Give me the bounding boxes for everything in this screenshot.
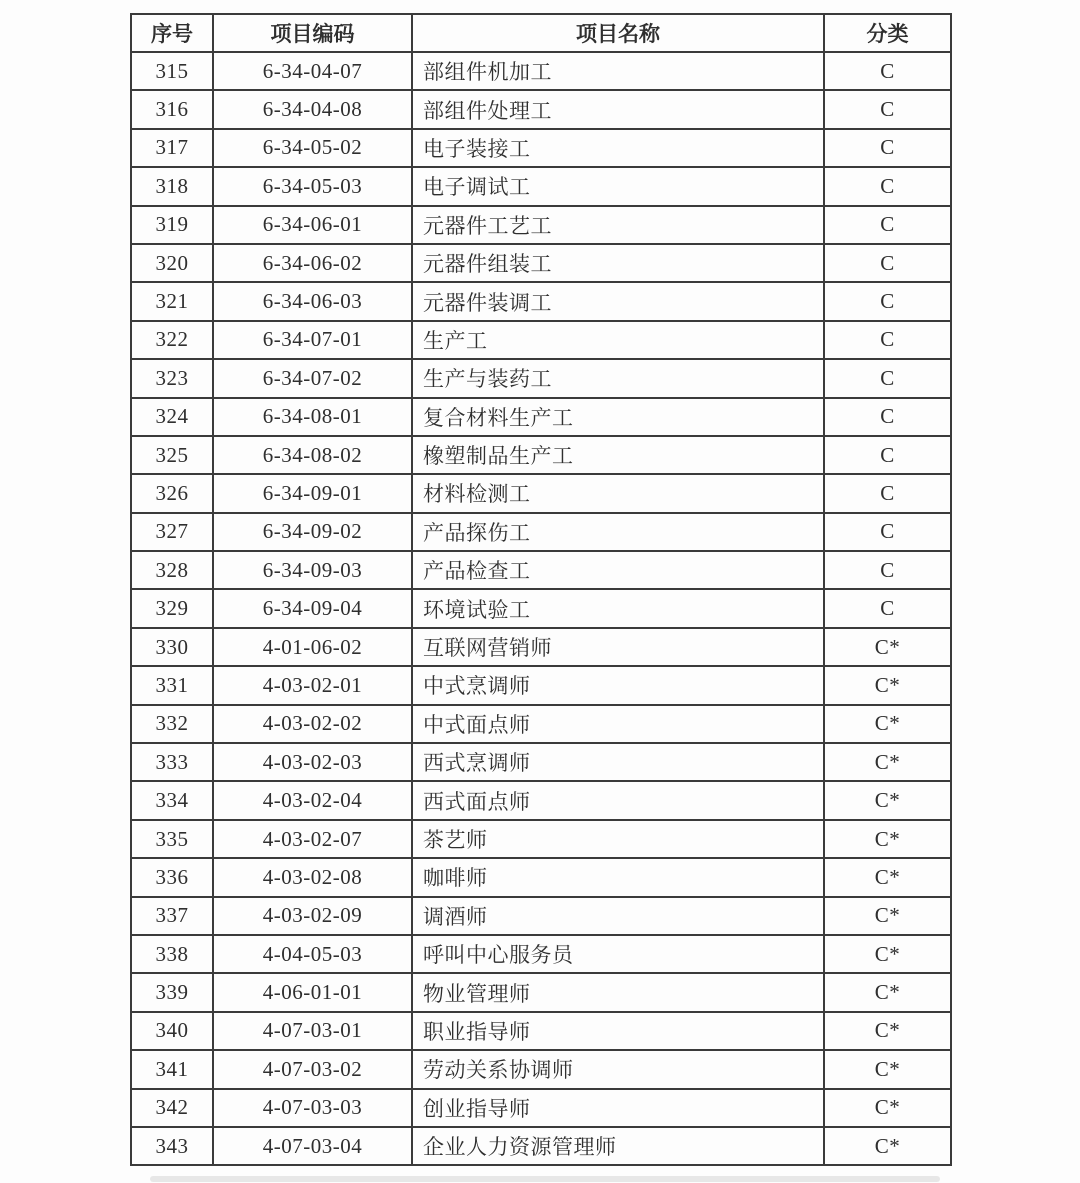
serial-cell: 335 <box>131 820 213 858</box>
serial-cell: 331 <box>131 666 213 704</box>
occupation-table <box>130 13 952 1166</box>
category-cell: C <box>824 129 951 167</box>
serial-cell: 342 <box>131 1089 213 1127</box>
category-cell: C <box>824 206 951 244</box>
category-cell: C <box>824 52 951 90</box>
category-cell: C <box>824 321 951 359</box>
table-body <box>131 52 951 1165</box>
category-cell: C* <box>824 666 951 704</box>
code-cell: 4-03-02-01 <box>213 666 412 704</box>
table-row <box>131 436 951 474</box>
serial-cell: 336 <box>131 858 213 896</box>
table-row <box>131 244 951 282</box>
table-row <box>131 90 951 128</box>
name-cell: 部组件处理工 <box>412 90 824 128</box>
table-row <box>131 935 951 973</box>
category-cell: C* <box>824 935 951 973</box>
code-cell: 4-03-02-03 <box>213 743 412 781</box>
name-cell: 中式烹调师 <box>412 666 824 704</box>
name-cell: 电子装接工 <box>412 129 824 167</box>
category-cell: C* <box>824 1050 951 1088</box>
serial-cell: 338 <box>131 935 213 973</box>
code-cell: 4-03-02-02 <box>213 705 412 743</box>
category-cell: C <box>824 398 951 436</box>
serial-cell: 329 <box>131 589 213 627</box>
category-cell: C <box>824 167 951 205</box>
code-cell: 6-34-06-02 <box>213 244 412 282</box>
column-header-category: 分类 <box>824 14 951 52</box>
name-cell: 呼叫中心服务员 <box>412 935 824 973</box>
code-cell: 4-03-02-04 <box>213 781 412 819</box>
code-cell: 6-34-04-08 <box>213 90 412 128</box>
category-cell: C* <box>824 973 951 1011</box>
code-cell: 4-03-02-09 <box>213 897 412 935</box>
table-row <box>131 1127 951 1165</box>
code-cell: 4-07-03-04 <box>213 1127 412 1165</box>
code-cell: 4-07-03-03 <box>213 1089 412 1127</box>
name-cell: 互联网营销师 <box>412 628 824 666</box>
serial-cell: 341 <box>131 1050 213 1088</box>
code-cell: 4-03-02-08 <box>213 858 412 896</box>
category-cell: C <box>824 282 951 320</box>
code-cell: 6-34-09-01 <box>213 474 412 512</box>
code-cell: 6-34-07-01 <box>213 321 412 359</box>
table-row <box>131 52 951 90</box>
name-cell: 企业人力资源管理师 <box>412 1127 824 1165</box>
table-row <box>131 398 951 436</box>
name-cell: 生产工 <box>412 321 824 359</box>
code-cell: 6-34-06-03 <box>213 282 412 320</box>
name-cell: 西式面点师 <box>412 781 824 819</box>
table-row <box>131 206 951 244</box>
name-cell: 元器件装调工 <box>412 282 824 320</box>
serial-cell: 317 <box>131 129 213 167</box>
serial-cell: 334 <box>131 781 213 819</box>
name-cell: 西式烹调师 <box>412 743 824 781</box>
code-cell: 6-34-08-01 <box>213 398 412 436</box>
code-cell: 4-06-01-01 <box>213 973 412 1011</box>
name-cell: 元器件组装工 <box>412 244 824 282</box>
table-header-row <box>131 14 951 52</box>
table-row <box>131 1089 951 1127</box>
table-row <box>131 359 951 397</box>
category-cell: C <box>824 90 951 128</box>
code-cell: 6-34-09-04 <box>213 589 412 627</box>
name-cell: 产品探伤工 <box>412 513 824 551</box>
column-header-code: 项目编码 <box>213 14 412 52</box>
table-row <box>131 628 951 666</box>
category-cell: C* <box>824 628 951 666</box>
category-cell: C* <box>824 781 951 819</box>
serial-cell: 325 <box>131 436 213 474</box>
code-cell: 6-34-05-02 <box>213 129 412 167</box>
serial-cell: 323 <box>131 359 213 397</box>
name-cell: 电子调试工 <box>412 167 824 205</box>
category-cell: C <box>824 436 951 474</box>
table-row <box>131 897 951 935</box>
serial-cell: 320 <box>131 244 213 282</box>
serial-cell: 332 <box>131 705 213 743</box>
name-cell: 环境试验工 <box>412 589 824 627</box>
serial-cell: 326 <box>131 474 213 512</box>
category-cell: C <box>824 513 951 551</box>
table-row <box>131 282 951 320</box>
serial-cell: 339 <box>131 973 213 1011</box>
table-row <box>131 820 951 858</box>
code-cell: 6-34-08-02 <box>213 436 412 474</box>
code-cell: 4-07-03-02 <box>213 1050 412 1088</box>
table-row <box>131 589 951 627</box>
category-cell: C* <box>824 1012 951 1050</box>
code-cell: 6-34-09-02 <box>213 513 412 551</box>
category-cell: C* <box>824 820 951 858</box>
name-cell: 劳动关系协调师 <box>412 1050 824 1088</box>
table-row <box>131 1050 951 1088</box>
serial-cell: 319 <box>131 206 213 244</box>
serial-cell: 337 <box>131 897 213 935</box>
name-cell: 茶艺师 <box>412 820 824 858</box>
name-cell: 咖啡师 <box>412 858 824 896</box>
category-cell: C* <box>824 858 951 896</box>
category-cell: C <box>824 589 951 627</box>
serial-cell: 322 <box>131 321 213 359</box>
serial-cell: 328 <box>131 551 213 589</box>
category-cell: C <box>824 551 951 589</box>
code-cell: 6-34-06-01 <box>213 206 412 244</box>
serial-cell: 333 <box>131 743 213 781</box>
table-row <box>131 1012 951 1050</box>
code-cell: 6-34-09-03 <box>213 551 412 589</box>
name-cell: 橡塑制品生产工 <box>412 436 824 474</box>
serial-cell: 321 <box>131 282 213 320</box>
name-cell: 物业管理师 <box>412 973 824 1011</box>
serial-cell: 330 <box>131 628 213 666</box>
table-row <box>131 129 951 167</box>
category-cell: C* <box>824 1089 951 1127</box>
table-header <box>131 14 951 52</box>
table-row <box>131 973 951 1011</box>
serial-cell: 324 <box>131 398 213 436</box>
table-row <box>131 551 951 589</box>
table-row <box>131 705 951 743</box>
code-cell: 4-01-06-02 <box>213 628 412 666</box>
name-cell: 元器件工艺工 <box>412 206 824 244</box>
table-row <box>131 743 951 781</box>
category-cell: C <box>824 359 951 397</box>
name-cell: 材料检测工 <box>412 474 824 512</box>
code-cell: 4-03-02-07 <box>213 820 412 858</box>
category-cell: C* <box>824 897 951 935</box>
category-cell: C* <box>824 1127 951 1165</box>
table-row <box>131 167 951 205</box>
table-row <box>131 666 951 704</box>
category-cell: C* <box>824 743 951 781</box>
name-cell: 产品检查工 <box>412 551 824 589</box>
serial-cell: 315 <box>131 52 213 90</box>
scan-artifact-smudge <box>150 1176 940 1182</box>
category-cell: C <box>824 474 951 512</box>
name-cell: 复合材料生产工 <box>412 398 824 436</box>
serial-cell: 327 <box>131 513 213 551</box>
code-cell: 6-34-05-03 <box>213 167 412 205</box>
name-cell: 创业指导师 <box>412 1089 824 1127</box>
name-cell: 部组件机加工 <box>412 52 824 90</box>
table-row <box>131 513 951 551</box>
code-cell: 6-34-07-02 <box>213 359 412 397</box>
category-cell: C <box>824 244 951 282</box>
code-cell: 4-04-05-03 <box>213 935 412 973</box>
serial-cell: 318 <box>131 167 213 205</box>
code-cell: 4-07-03-01 <box>213 1012 412 1050</box>
table-row <box>131 321 951 359</box>
table-row <box>131 781 951 819</box>
category-cell: C* <box>824 705 951 743</box>
table-row <box>131 474 951 512</box>
serial-cell: 316 <box>131 90 213 128</box>
code-cell: 6-34-04-07 <box>213 52 412 90</box>
serial-cell: 343 <box>131 1127 213 1165</box>
name-cell: 调酒师 <box>412 897 824 935</box>
name-cell: 生产与装药工 <box>412 359 824 397</box>
column-header-serial: 序号 <box>131 14 213 52</box>
name-cell: 职业指导师 <box>412 1012 824 1050</box>
column-header-name: 项目名称 <box>412 14 824 52</box>
name-cell: 中式面点师 <box>412 705 824 743</box>
table-row <box>131 858 951 896</box>
serial-cell: 340 <box>131 1012 213 1050</box>
